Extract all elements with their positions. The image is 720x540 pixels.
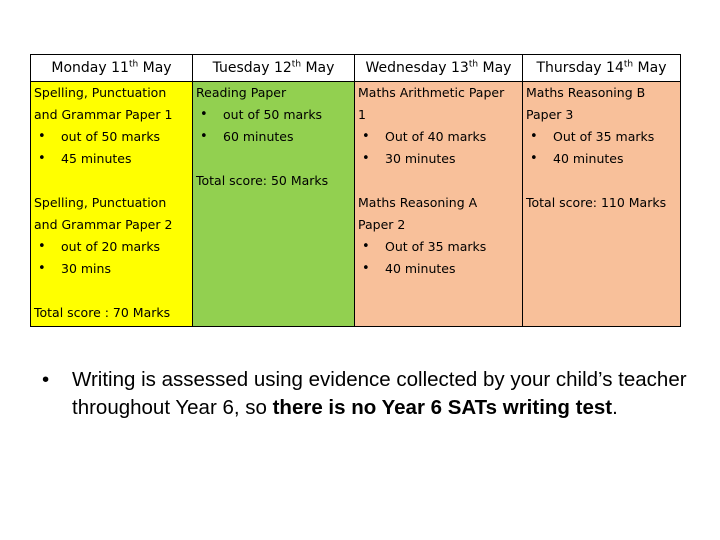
- monday-paper2: [34, 192, 192, 280]
- wednesday-paper2-marks: • Out of 35 marks: [358, 236, 522, 258]
- monday-paper1-details: [34, 126, 192, 170]
- tuesday-paper-time: • 60 minutes: [196, 126, 354, 148]
- thursday-paper-marks: • Out of 35 marks: [526, 126, 680, 148]
- tuesday-cell: [193, 82, 355, 327]
- thursday-paper-title-1: Maths Reasoning B: [526, 85, 646, 100]
- monday-paper1-title-2: and Grammar Paper 1: [34, 107, 173, 122]
- writing-note-text: Writing is assessed using evidence collected by your child’s teacher throughout Year 6, so there is no Year 6 SATs writing test.: [72, 368, 687, 419]
- wednesday-paper2-title-2: Paper 2: [358, 217, 406, 232]
- monday-paper2-time: • 30 mins: [34, 258, 192, 280]
- thursday-total: Total score: 110 Marks: [526, 195, 667, 210]
- header-tuesday: Tuesday 12th May: [193, 55, 355, 82]
- wednesday-paper1-time: • 30 minutes: [358, 148, 522, 170]
- monday-paper2-details: [34, 236, 192, 280]
- monday-paper1-title-1: Spelling, Punctuation: [34, 85, 167, 100]
- monday-paper1-marks: • out of 50 marks: [34, 126, 192, 148]
- wednesday-cell: [355, 82, 523, 327]
- monday-paper2-title-1: Spelling, Punctuation: [34, 195, 167, 210]
- header-thursday: Thursday 14th May: [523, 55, 681, 82]
- monday-paper2-title-2: and Grammar Paper 2: [34, 217, 173, 232]
- writing-note: [42, 366, 692, 422]
- thursday-paper-time: • 40 minutes: [526, 148, 680, 170]
- wednesday-paper2-title-1: Maths Reasoning A: [358, 195, 478, 210]
- header-wednesday: Wednesday 13th May: [355, 55, 523, 82]
- header-row: [31, 55, 681, 82]
- header-monday: Monday 11th May: [31, 55, 193, 82]
- wednesday-paper1-title-1: Maths Arithmetic Paper: [358, 85, 505, 100]
- tuesday-paper-title: Reading Paper: [196, 85, 287, 100]
- thursday-paper-details: [526, 126, 680, 170]
- thursday-paper-title-2: Paper 3: [526, 107, 574, 122]
- wednesday-paper1-marks: • Out of 40 marks: [358, 126, 522, 148]
- wednesday-paper1-details: [358, 126, 522, 170]
- monday-cell: [31, 82, 193, 327]
- sats-schedule-table: [30, 54, 681, 327]
- tuesday-paper-marks: • out of 50 marks: [196, 104, 354, 126]
- monday-paper2-marks: • out of 20 marks: [34, 236, 192, 258]
- bullet-icon: •: [42, 368, 50, 391]
- content-row: [31, 82, 681, 327]
- wednesday-paper2-time: • 40 minutes: [358, 258, 522, 280]
- wednesday-paper1-title-2: 1: [358, 107, 366, 122]
- monday-paper1: [34, 82, 192, 170]
- tuesday-total: Total score: 50 Marks: [196, 173, 329, 188]
- thursday-cell: [523, 82, 681, 327]
- monday-paper1-time: • 45 minutes: [34, 148, 192, 170]
- writing-note-emphasis: there is no Year 6 SATs writing test: [272, 396, 613, 419]
- wednesday-paper2-details: [358, 236, 522, 280]
- monday-total: Total score : 70 Marks: [34, 305, 171, 320]
- tuesday-paper-details: [196, 104, 354, 148]
